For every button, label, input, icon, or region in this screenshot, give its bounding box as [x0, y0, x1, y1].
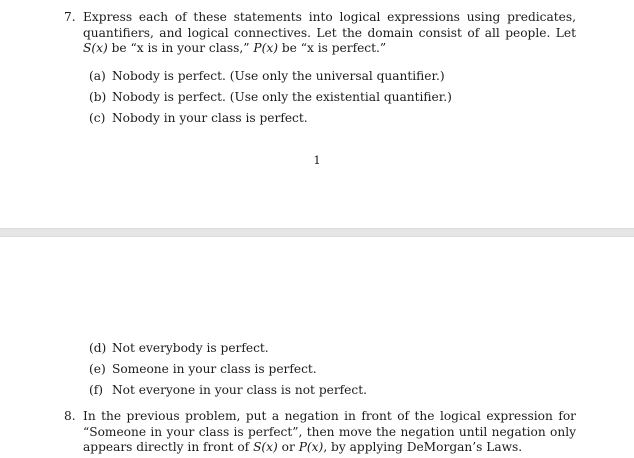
problem-7-number: 7.	[64, 10, 76, 24]
problem-7-text-c: be “x is perfect.”	[277, 41, 387, 55]
part-e-label: (e)	[89, 362, 106, 376]
part-f-text: Not everyone in your class is not perfect.	[112, 383, 367, 397]
part-e	[89, 362, 559, 383]
predicate-S: S(x)	[253, 440, 278, 454]
page-number: 1	[313, 153, 321, 167]
page-divider	[0, 228, 634, 237]
problem-8-statement	[83, 409, 576, 456]
part-a-label: (a)	[89, 69, 106, 83]
part-f-label: (f)	[89, 383, 104, 397]
predicate-P: P(x)	[253, 41, 278, 55]
problem-7-parts-bottom	[89, 341, 559, 404]
problem-7-text-b: be “x is in your class,”	[107, 41, 254, 55]
problem-7-statement	[83, 10, 576, 57]
problem-8-number: 8.	[64, 409, 76, 423]
part-d-text: Not everybody is perfect.	[112, 341, 269, 355]
problem-7-parts-top	[89, 69, 559, 132]
part-e-text: Someone in your class is perfect.	[112, 362, 317, 376]
predicate-S: S(x)	[83, 41, 108, 55]
part-f	[89, 383, 559, 404]
page-2	[0, 237, 634, 458]
problem-7	[64, 10, 576, 57]
part-b-label: (b)	[89, 90, 107, 104]
part-a	[89, 69, 559, 90]
part-b	[89, 90, 559, 111]
problem-8-text-a: In the previous problem, put a negation in front of the logical expression for “Someone in your class is perfect”, then move the negation until negation only appears directly in front of	[83, 409, 576, 454]
part-d	[89, 341, 559, 362]
part-c	[89, 111, 559, 132]
part-b-text: Nobody is perfect. (Use only the existential quantifier.)	[112, 90, 452, 104]
problem-8-text-c: , by applying DeMorgan’s Laws.	[323, 440, 523, 454]
problem-7-text-a: Express each of these statements into logical expressions using predicates, quantifiers, and logical connectives. Let the domain consist of all people. Let	[83, 10, 576, 40]
problem-8	[64, 409, 576, 456]
part-a-text: Nobody is perfect. (Use only the universal quantifier.)	[112, 69, 445, 83]
predicate-P: P(x)	[298, 440, 324, 454]
page-1	[0, 0, 634, 228]
part-d-label: (d)	[89, 341, 107, 355]
problem-8-text-b: or	[277, 440, 299, 454]
part-c-text: Nobody in your class is perfect.	[112, 111, 308, 125]
part-c-label: (c)	[89, 111, 106, 125]
